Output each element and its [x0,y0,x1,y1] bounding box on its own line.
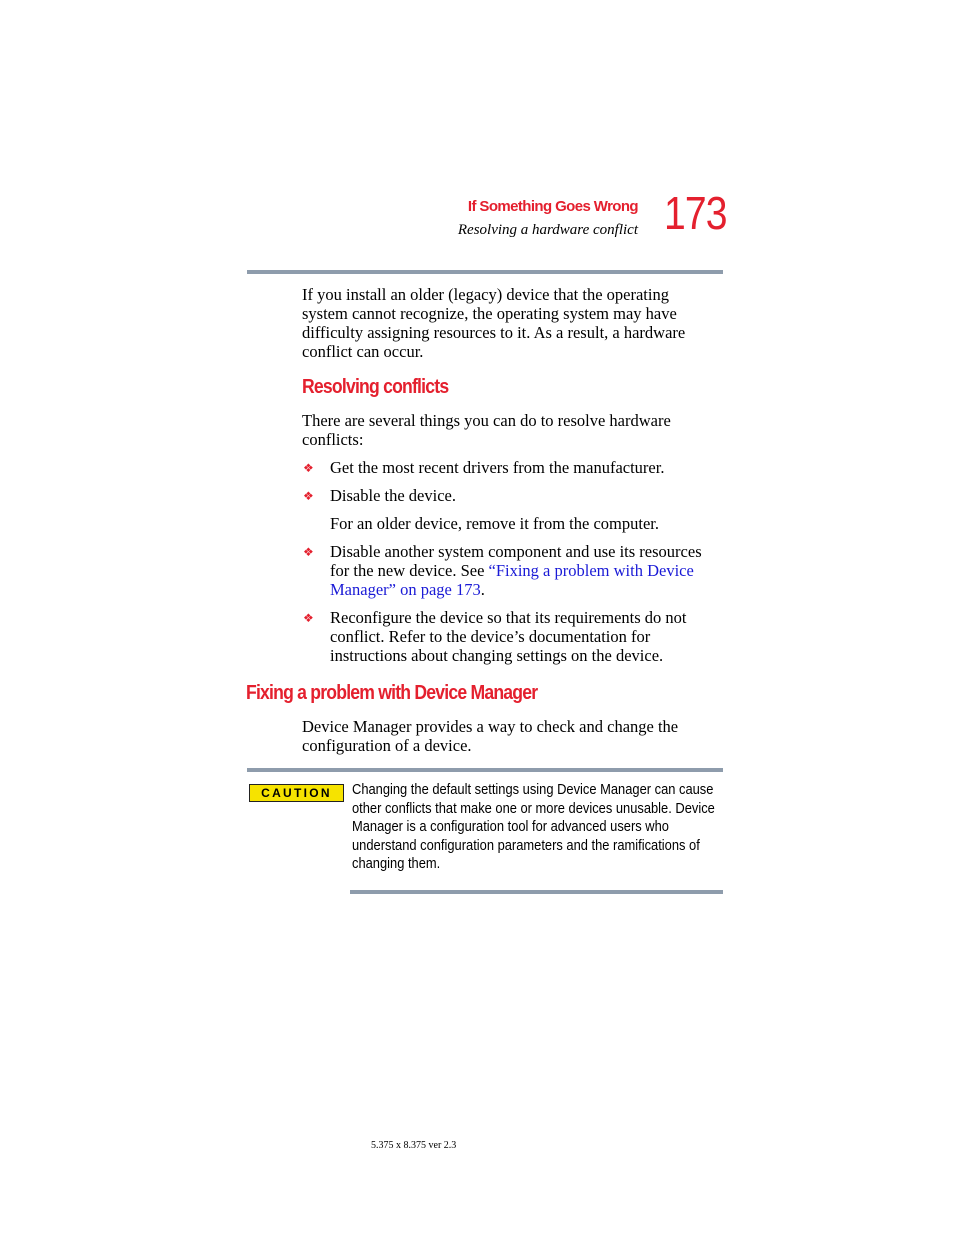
bullet-item-disable-device-note: For an older device, remove it from the computer. [330,514,659,533]
bullet-item-disable-component [330,542,722,599]
bullet-icon: ❖ [303,611,314,625]
cross-reference-link[interactable]: “Fixing a problem with Device Manager” on page 173 [330,561,694,599]
bullet-item-disable-component-end: . [480,580,485,599]
running-header-title: If Something Goes Wrong [467,198,638,215]
caution-badge: CAUTION [249,784,344,802]
device-manager-paragraph: Device Manager provides a way to check and change the configuration of a device. [302,717,679,755]
caution-top-rule [247,768,723,772]
footer-version: 5.375 x 8.375 ver 2.3 [371,1140,457,1151]
caution-text: Changing the default settings using Device Manager can cause other conflicts that make one or more devices unusable. Device Manager is a configuration tool for advanced users who understand configuration parameters and the ramifications of changing them. [352,781,715,873]
section-heading-device-manager: Fixing a problem with Device Manager [246,682,538,704]
resolving-lead-paragraph: There are several things you can do to resolve hardware conflicts: [302,411,671,449]
bullet-icon: ❖ [303,545,314,559]
bullet-item-drivers: Get the most recent drivers from the manufacturer. [330,458,665,477]
header-rule [247,270,723,274]
section-heading-resolving-conflicts: Resolving conflicts [302,376,449,398]
caution-bottom-rule [350,890,723,894]
bullet-item-reconfigure: Reconfigure the device so that its requirements do not conflict. Refer to the device’s documentation for instructions about changing settings on the device. [330,608,687,665]
bullet-icon: ❖ [303,461,314,475]
intro-paragraph: If you install an older (legacy) device that the operating system cannot recognize, the operating system may have difficulty assigning resources to it. As a result, a hardware conflict can occur. [302,285,686,361]
running-header-subtitle: Resolving a hardware conflict [457,222,638,238]
bullet-item-disable-component-text: Disable another system component and use its resources for the new device. See [330,542,702,580]
bullet-icon: ❖ [303,489,314,503]
bullet-item-disable-device: Disable the device. [330,486,456,505]
page-number: 173 [664,187,727,239]
